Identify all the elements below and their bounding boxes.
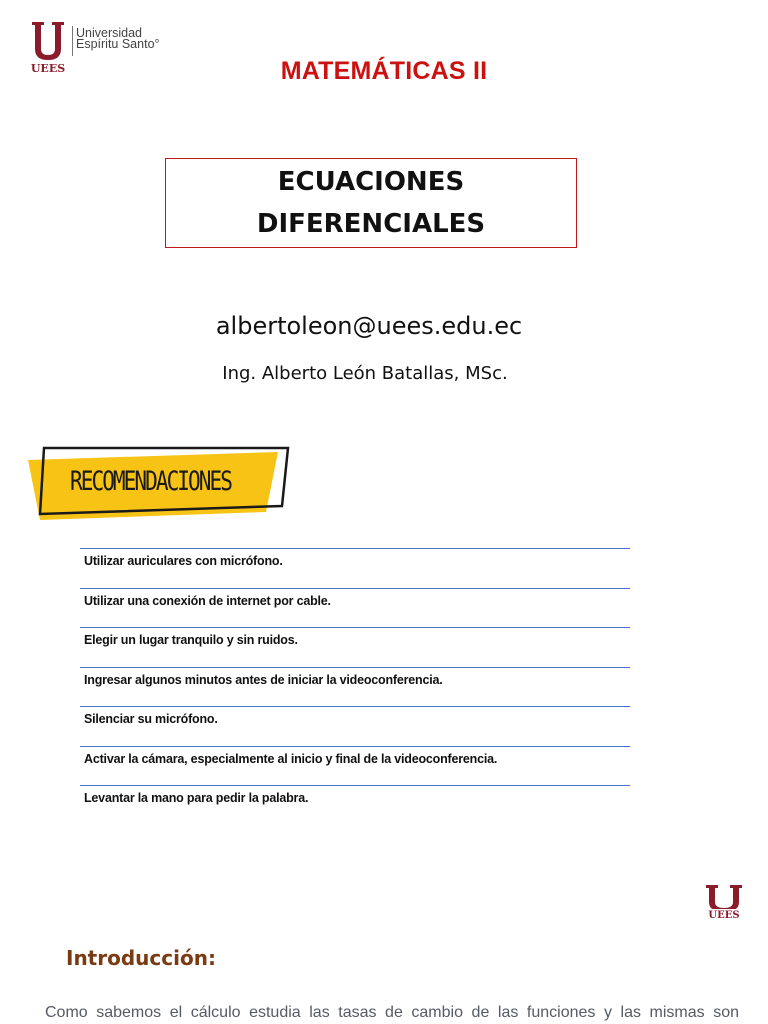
list-item: Elegir un lugar tranquilo y sin ruidos. — [80, 627, 630, 667]
list-item: Utilizar una conexión de internet por cable. — [80, 588, 630, 628]
author-email: albertoleon@uees.edu.ec — [215, 312, 523, 340]
list-item: Ingresar algunos minutos antes de iniciar la videoconferencia. — [80, 667, 630, 707]
topic-box — [165, 158, 577, 248]
logo-divider — [72, 26, 73, 56]
logo-line-1: Universidad — [76, 26, 143, 40]
author-name: Ing. Alberto León Batallas, MSc. — [222, 363, 508, 384]
list-item: Silenciar su micrófono. — [80, 706, 630, 746]
uees-small-logo — [700, 884, 748, 920]
list-item: Levantar la mano para pedir la palabra. — [80, 785, 630, 825]
recommendations-list — [80, 548, 630, 825]
logo-line-2: Espíritu Santo° — [76, 37, 160, 51]
course-title: MATEMÁTICAS II — [280, 57, 488, 85]
logo-wordmark — [76, 28, 160, 50]
list-item: Utilizar auriculares con micrófono. — [80, 548, 630, 588]
svg-text:UEES: UEES — [708, 910, 740, 920]
topic-line-1: ECUACIONES — [277, 167, 465, 197]
svg-text:UEES: UEES — [30, 62, 66, 75]
banner-label: RECOMENDACIONES — [70, 466, 231, 497]
intro-paragraph: Como sabemos el cálculo estudia las tasas de cambio de las funciones y las mismas son — [45, 1004, 739, 1021]
topic-line-2: DIFERENCIALES — [256, 209, 486, 239]
intro-heading: Introducción: — [66, 946, 216, 970]
list-item: Activar la cámara, especialmente al inicio y final de la videoconferencia. — [80, 746, 630, 786]
